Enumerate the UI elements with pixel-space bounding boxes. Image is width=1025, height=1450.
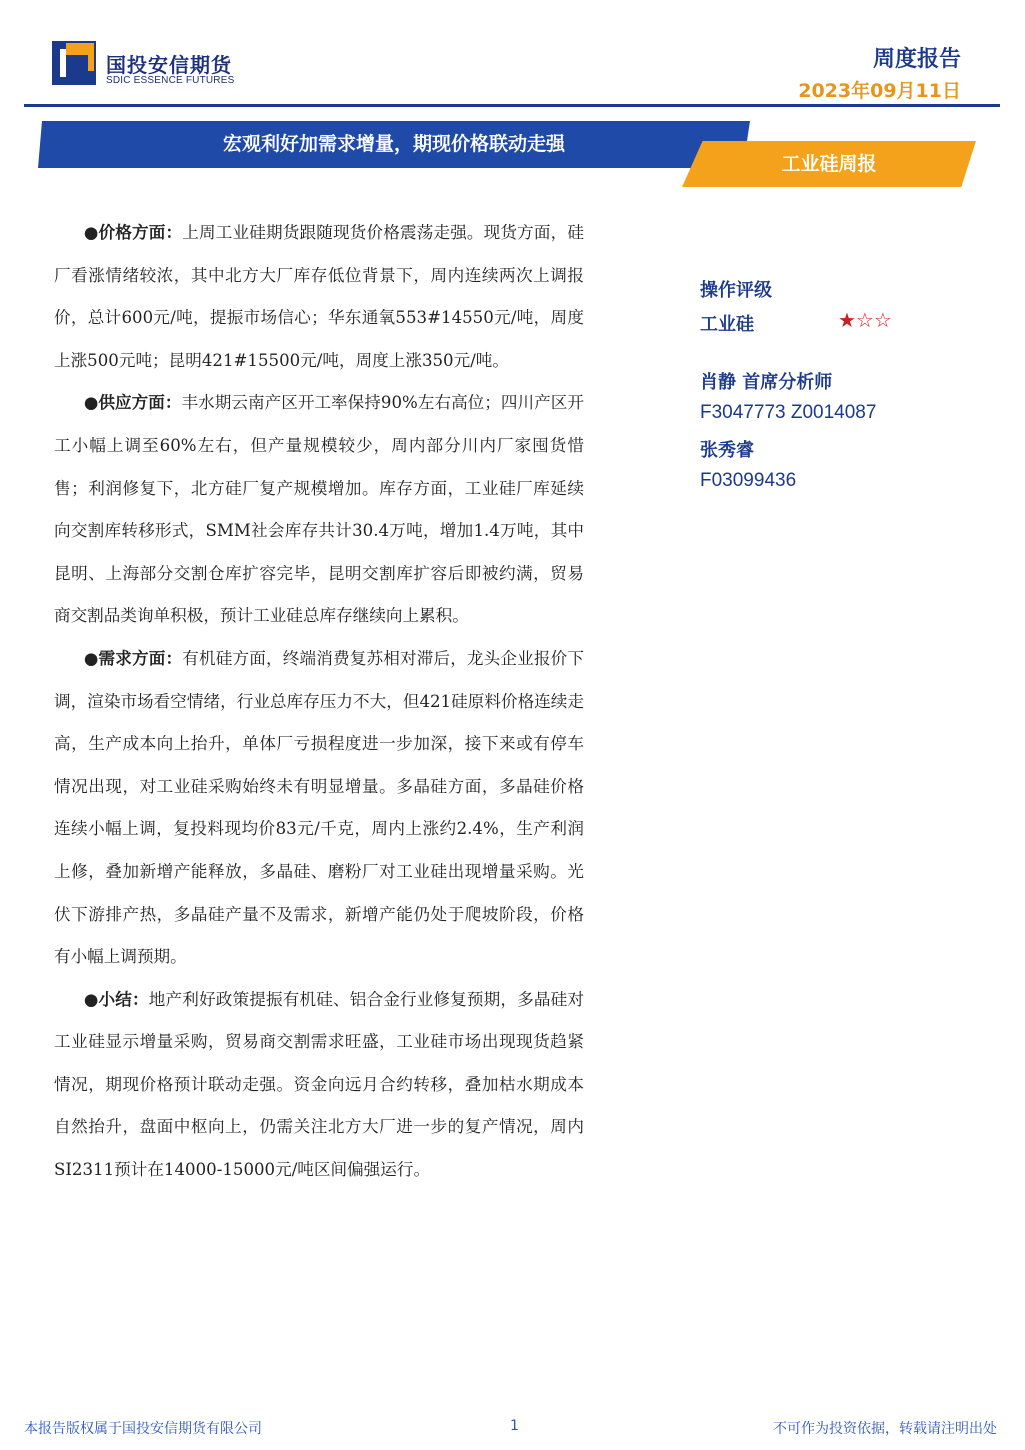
paragraph-text: 有机硅方面，终端消费复苏相对滞后，龙头企业报价下调，渲染市场看空情绪，行业总库存压力不大，但421硅原料价格连续走高，生产成本向上抬升，单体厂亏损程度进一步加深，接下来或有停车情况出现，对工业硅采购始终未有明显增量。多晶硅方面，多晶硅价格连续小幅上调，复投料现均价83元/千克，周内上涨约2.4%，生产利润上修，叠加新增产能释放，多晶硅、磨粉厂对工业硅出现增量采购。光伏下游排产热，多晶硅产量不及需求，新增产能仍处于爬坡阶段，价格有小幅上调预期。 [54, 648, 585, 967]
paragraph-price [54, 212, 584, 382]
paragraph-heading: ●价格方面： [83, 223, 183, 242]
paragraph-summary [54, 979, 584, 1192]
paragraph-text: 地产利好政策提振有机硅、铝合金行业修复预期，多晶硅对工业硅显示增量采购，贸易商交割需求旺盛，工业硅市场出现现货趋紧情况，期现价格预计联动走强。资金向远月合约转移，叠加枯水期成本自然抬升，盘面中枢向上，仍需关注北方大厂进一步的复产情况，周内SI2311预计在14000-15000元/吨区间偏强运行。 [54, 989, 584, 1180]
logo-mark-icon [52, 41, 96, 85]
report-title: 宏观利好加需求增量，期现价格联动走强 [222, 133, 565, 155]
header-divider [24, 104, 1000, 107]
report-date: 2023年09月11日 [798, 80, 961, 102]
analyst-name-1: 肖静 首席分析师 [700, 372, 833, 393]
report-subtitle: 工业硅周报 [781, 153, 877, 175]
paragraph-heading: ●供应方面： [83, 393, 182, 413]
rating-label: 操作评级 [700, 280, 772, 301]
report-type: 周度报告 [872, 47, 961, 72]
analyst-name-2: 张秀睿 [700, 440, 754, 461]
footer-disclaimer: 不可作为投资依据，转载请注明出处 [773, 1421, 997, 1437]
paragraph-text: 丰水期云南产区开工率保持90%左右高位；四川产区开工小幅上调至60%左右，但产量规模较少，周内部分川内厂家囤货惜售；利润修复下，北方硅厂复产规模增加。库存方面，工业硅厂库延续向交割库转移形式，SMM社会库存共计30.4万吨，增加1.4万吨，其中昆明、上海部分交割仓库扩容完毕，昆明交割库扩容后即被约满，贸易商交割品类询单积极，预计工业硅总库存继续向上累积。 [54, 393, 584, 626]
paragraph-demand [54, 638, 584, 979]
page-number: 1 [510, 1418, 519, 1434]
paragraph-text: 上周工业硅期货跟随现货价格震荡走强。现货方面，硅厂看涨情绪较浓，其中北方大厂库存低位背景下，周内连续两次上调报价，总计600元/吨，提振市场信心；华东通氧553#14550元/吨，周度上涨500元吨；昆明421#15500元/吨，周度上涨350元/吨。 [54, 223, 585, 370]
paragraph-heading: ●需求方面： [83, 648, 183, 668]
report-body [54, 212, 584, 1192]
logo-subtitle: SDIC ESSENCE FUTURES [106, 75, 235, 86]
paragraph-supply [54, 382, 584, 638]
footer-copyright: 本报告版权属于国投安信期货有限公司 [24, 1421, 262, 1437]
logo-name: 国投安信期货 [106, 53, 232, 77]
rating-stars-icon: ★☆☆ [838, 308, 892, 332]
company-logo [52, 41, 235, 89]
rating-product: 工业硅 [700, 314, 754, 335]
paragraph-heading: ●小结： [83, 989, 149, 1009]
analyst-ids-1: F3047773 Z0014087 [700, 402, 877, 423]
analyst-ids-2: F03099436 [700, 470, 797, 491]
